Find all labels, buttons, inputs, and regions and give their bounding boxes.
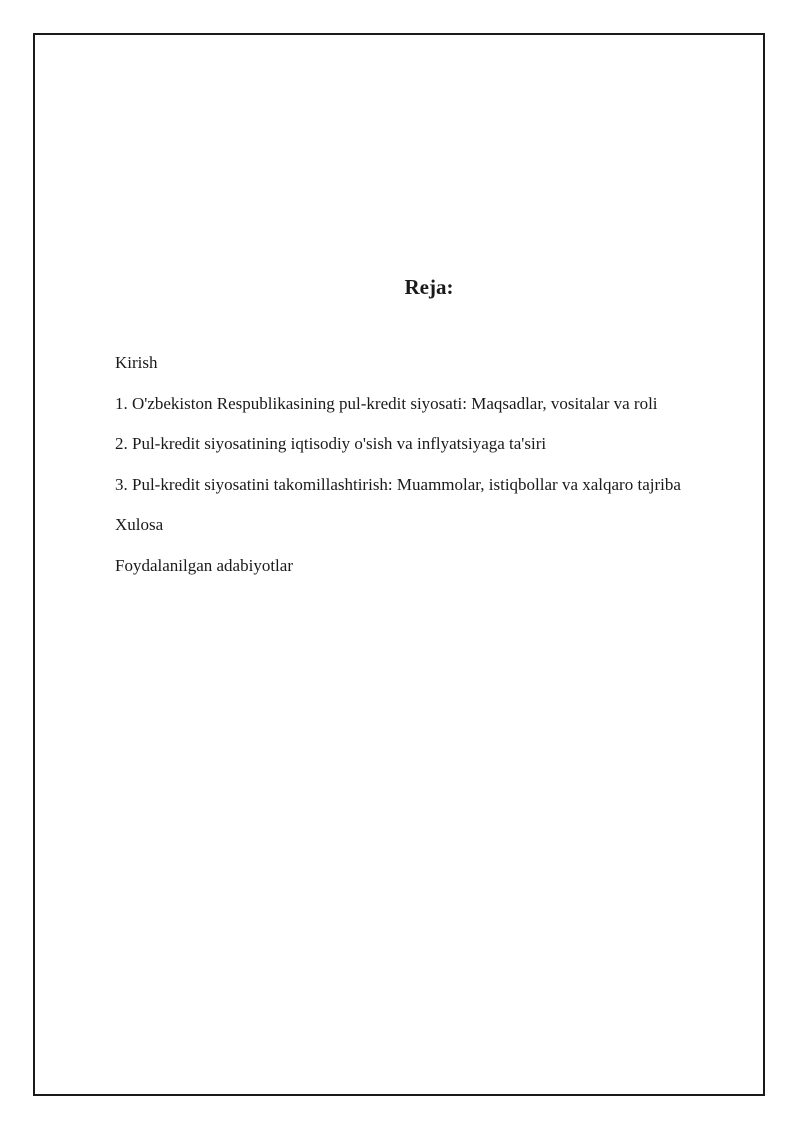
toc-item-references: Foydalanilgan adabiyotlar — [115, 555, 293, 575]
toc-item-chapter-1: 1. O'zbekiston Respublikasining pul-kredit siyosati: Maqsadlar, vositalar va roli — [115, 393, 658, 413]
toc-item-introduction: Kirish — [115, 353, 158, 372]
table-of-contents — [115, 351, 681, 594]
toc-item-chapter-3: 3. Pul-kredit siyosatini takomillashtirish: Muammolar, istiqbollar va xalqaro tajriba — [115, 474, 681, 494]
toc-item-conclusion: Xulosa — [115, 515, 164, 534]
document-title: Reja: — [404, 275, 454, 299]
toc-item-chapter-2: 2. Pul-kredit siyosatining iqtisodiy o'sish va inflyatsiyaga ta'siri — [115, 434, 547, 453]
